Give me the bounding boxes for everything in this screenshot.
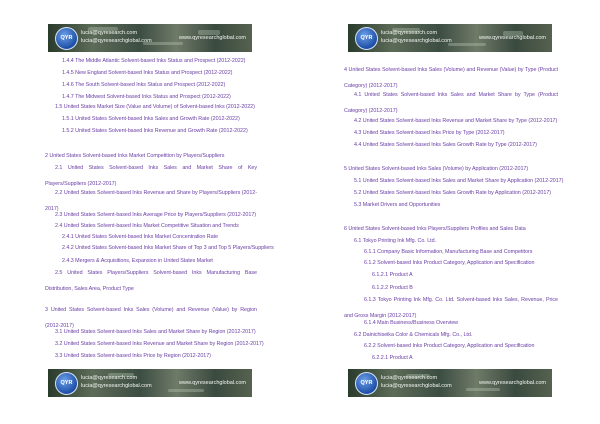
toc-entry: 4 United States Solvent-based Inks Sales (Volume) and Revenue (Value) by Type (Product Category) (2012-2017) bbox=[344, 67, 558, 89]
banner-website: www.qyresearchglobal.com bbox=[479, 380, 546, 386]
company-logo: QYR bbox=[355, 372, 378, 395]
banner-website: www.qyresearchglobal.com bbox=[179, 35, 246, 41]
banner-email-2: lucia@qyresearchglobal.com bbox=[381, 383, 452, 389]
toc-entry: 3.1 United States Solvent-based Inks Sales and Market Share by Region (2012-2017) bbox=[55, 329, 256, 335]
toc-entry: 3 United States Solvent-based Inks Sales (Volume) and Revenue (Value) by Region (2012-2017) bbox=[45, 307, 257, 329]
footer-banner bbox=[348, 369, 552, 397]
toc-entry: 4.1 United States Solvent-based Inks Sales and Market Share by Type (Product Category) (2012-2017) bbox=[344, 92, 558, 114]
company-logo: QYR bbox=[355, 27, 378, 50]
company-logo: QYR bbox=[55, 372, 78, 395]
right-page bbox=[300, 0, 600, 424]
toc-entry: 1.5.2 United States Solvent-based Inks Revenue and Growth Rate (2012-2022) bbox=[62, 128, 248, 134]
toc-entry: 2.1 United States Solvent-based Inks Sales and Market Share of Key Players/Suppliers (2012-2017) bbox=[45, 165, 257, 187]
toc-entry: 2.5 United States Players/Suppliers Solvent-based Inks Manufacturing Base Distribution, Sales Area, Product Type bbox=[45, 270, 257, 292]
toc-entry: 6.1.3 Tokyo Printing Ink Mfg. Co. Ltd. Solvent-based Inks Sales, Revenue, Price and Gross Margin (2012-2017) bbox=[344, 297, 558, 319]
toc-entry: 4.4 United States Solvent-based Inks Sales Growth Rate by Type (2012-2017) bbox=[354, 142, 537, 148]
toc-entry: 2.2 United States Solvent-based Inks Revenue and Share by Players/Suppliers (2012-2017) bbox=[45, 190, 257, 212]
company-logo: QYR bbox=[55, 27, 78, 50]
banner-website: www.qyresearchglobal.com bbox=[479, 35, 546, 41]
toc-entry: 6.1.2.2 Product B bbox=[372, 285, 413, 291]
toc-entry: 5.2 United States Solvent-based Inks Sales Growth Rate by Application (2012-2017) bbox=[354, 190, 552, 196]
toc-entry: 6.2.2 Solvent-based Inks Product Category, Application and Specification bbox=[364, 343, 535, 349]
banner-email-1: lucia@qyresearch.com bbox=[381, 30, 438, 36]
toc-entry: 2.4 United States Solvent-based Inks Market Competitive Situation and Trends bbox=[55, 223, 239, 229]
banner-email-2: lucia@qyresearchglobal.com bbox=[81, 38, 152, 44]
toc-entry: 6.1 Tokyo Printing Ink Mfg. Co. Ltd. bbox=[354, 238, 436, 244]
toc-list bbox=[300, 0, 600, 424]
banner-email-1: lucia@qyresearch.com bbox=[81, 375, 138, 381]
toc-entry: 2.3 United States Solvent-based Inks Average Price by Players/Suppliers (2012-2017) bbox=[55, 212, 257, 218]
toc-entry: 1.5 United States Market Size (Value and Volume) of Solvent-based Inks (2012-2022) bbox=[55, 104, 255, 110]
toc-entry: 6 United States Solvent-based Inks Players/Suppliers Profiles and Sales Data bbox=[344, 226, 526, 232]
banner-email-1: lucia@qyresearch.com bbox=[381, 375, 438, 381]
toc-entry: 6.1.2.1 Product A bbox=[372, 272, 413, 278]
banner-website: www.qyresearchglobal.com bbox=[179, 380, 246, 386]
toc-entry: 3.3 United States Solvent-based Inks Price by Region (2012-2017) bbox=[55, 353, 211, 359]
toc-entry: 6.1.4 Main Business/Business Overview bbox=[364, 320, 459, 326]
toc-entry: 6.1.1 Company Basic Information, Manufacturing Base and Competitors bbox=[364, 249, 533, 255]
toc-entry: 5.3 Market Drivers and Opportunities bbox=[354, 202, 441, 208]
toc-entry: 1.4.6 The South Solvent-based Inks Status and Prospect (2012-2022) bbox=[62, 82, 226, 88]
toc-entry: 1.5.1 United States Solvent-based Inks Sales and Growth Rate (2012-2022) bbox=[62, 116, 240, 122]
toc-entry: 1.4.5 New England Solvent-based Inks Status and Prospect (2012-2022) bbox=[62, 70, 233, 76]
toc-entry: 6.2.2.1 Product A bbox=[372, 355, 413, 361]
footer-banner bbox=[48, 369, 252, 397]
toc-entry: 6.1.2 Solvent-based Inks Product Category, Application and Specification bbox=[364, 260, 535, 266]
toc-entry: 2.4.3 Mergers & Acquisitions, Expansion in United States Market bbox=[62, 258, 213, 264]
banner-email-2: lucia@qyresearchglobal.com bbox=[381, 38, 452, 44]
toc-entry: 5.1 United States Solvent-based Inks Sales and Market Share by Application (2012-2017) bbox=[354, 178, 564, 184]
toc-entry: 2.4.1 United States Solvent-based Inks Market Concentration Rate bbox=[62, 234, 218, 240]
toc-entry: 2.4.2 United States Solvent-based Inks Market Share of Top 3 and Top 5 Players/Suppliers bbox=[62, 245, 274, 251]
toc-entry: 2 United States Solvent-based Inks Market Competition by Players/Suppliers bbox=[45, 153, 225, 159]
toc-entry: 4.2 United States Solvent-based Inks Revenue and Market Share by Type (2012-2017) bbox=[354, 118, 558, 124]
toc-entry: 4.3 United States Solvent-based Inks Price by Type (2012-2017) bbox=[354, 130, 505, 136]
banner-email-1: lucia@qyresearch.com bbox=[81, 30, 138, 36]
banner-email-2: lucia@qyresearchglobal.com bbox=[81, 383, 152, 389]
toc-entry: 1.4.7 The Midwest Solvent-based Inks Status and Prospect (2012-2022) bbox=[62, 94, 231, 100]
toc-entry: 3.2 United States Solvent-based Inks Revenue and Market Share by Region (2012-2017) bbox=[55, 341, 264, 347]
toc-entry: 5 United States Solvent-based Inks Sales (Volume) by Application (2012-2017) bbox=[344, 166, 529, 172]
toc-entry: 1.4.4 The Middle Atlantic Solvent-based Inks Status and Prospect (2012-2022) bbox=[62, 58, 246, 64]
toc-entry: 6.2 Dainichiseika Color & Chemicals Mfg. Co., Ltd. bbox=[354, 332, 473, 338]
